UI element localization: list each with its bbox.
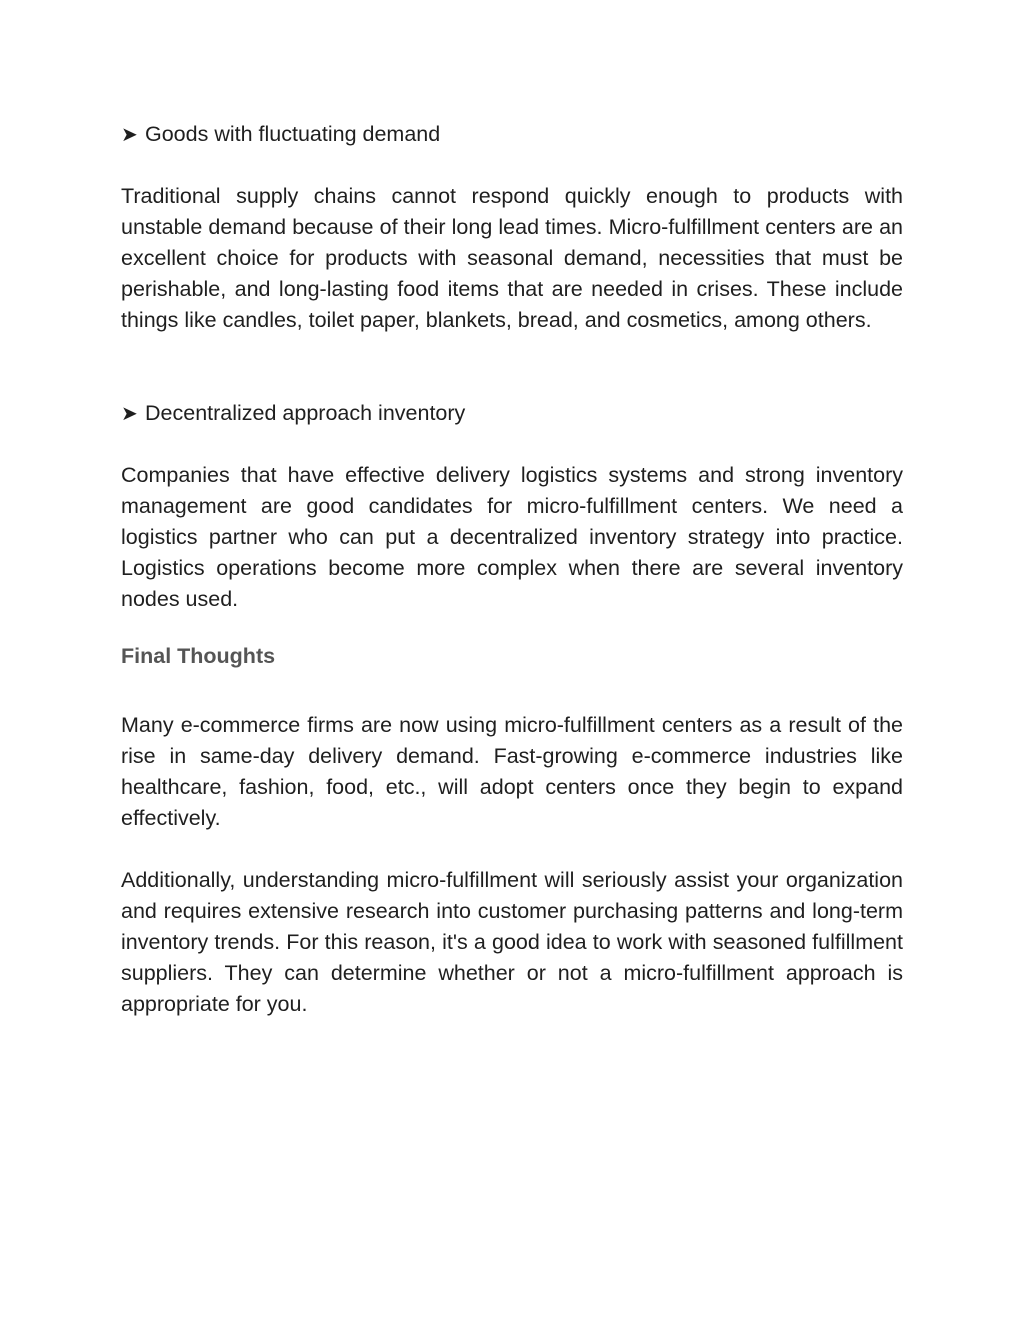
right-arrowhead-icon: ➤	[121, 122, 138, 146]
bullet-text: Decentralized approach inventory	[145, 401, 466, 425]
bullet-text: Goods with fluctuating demand	[145, 122, 441, 146]
paragraph-companies-logistics: Companies that have effective delivery logistics systems and strong inventory management are good candidates for micro-fulfillment centers. We need a logistics partner who can put a decentralized inventory strategy into practice. Logistics operations become more complex when there are several inventory nodes used.	[121, 463, 903, 611]
paragraph-ecommerce-firms: Many e-commerce firms are now using micro-fulfillment centers as a result of the rise in same-day delivery demand. Fast-growing e-commerce industries like healthcare, fashion, food, etc., will adopt centers once they begin to expand effectively.	[121, 713, 903, 830]
bullet-goods-fluctuating-demand	[121, 119, 903, 150]
paragraph-additionally: Additionally, understanding micro-fulfillment will seriously assist your organization and requires extensive research into customer purchasing patterns and long-term inventory trends. For this reason, it's a good idea to work with seasoned fulfillment suppliers. They can determine whether or not a micro-fulfillment approach is appropriate for you.	[121, 868, 903, 1016]
paragraph-traditional-supply-chains: Traditional supply chains cannot respond quickly enough to products with unstable demand because of their long lead times. Micro-fulfillment centers are an excellent choice for products with seasonal demand, necessities that must be perishable, and long-lasting food items that are needed in crises. These include things like candles, toilet paper, blankets, bread, and cosmetics, among others.	[121, 184, 903, 332]
section-heading: Final Thoughts	[121, 644, 276, 668]
right-arrowhead-icon: ➤	[121, 401, 138, 425]
bullet-decentralized-approach	[121, 398, 903, 429]
